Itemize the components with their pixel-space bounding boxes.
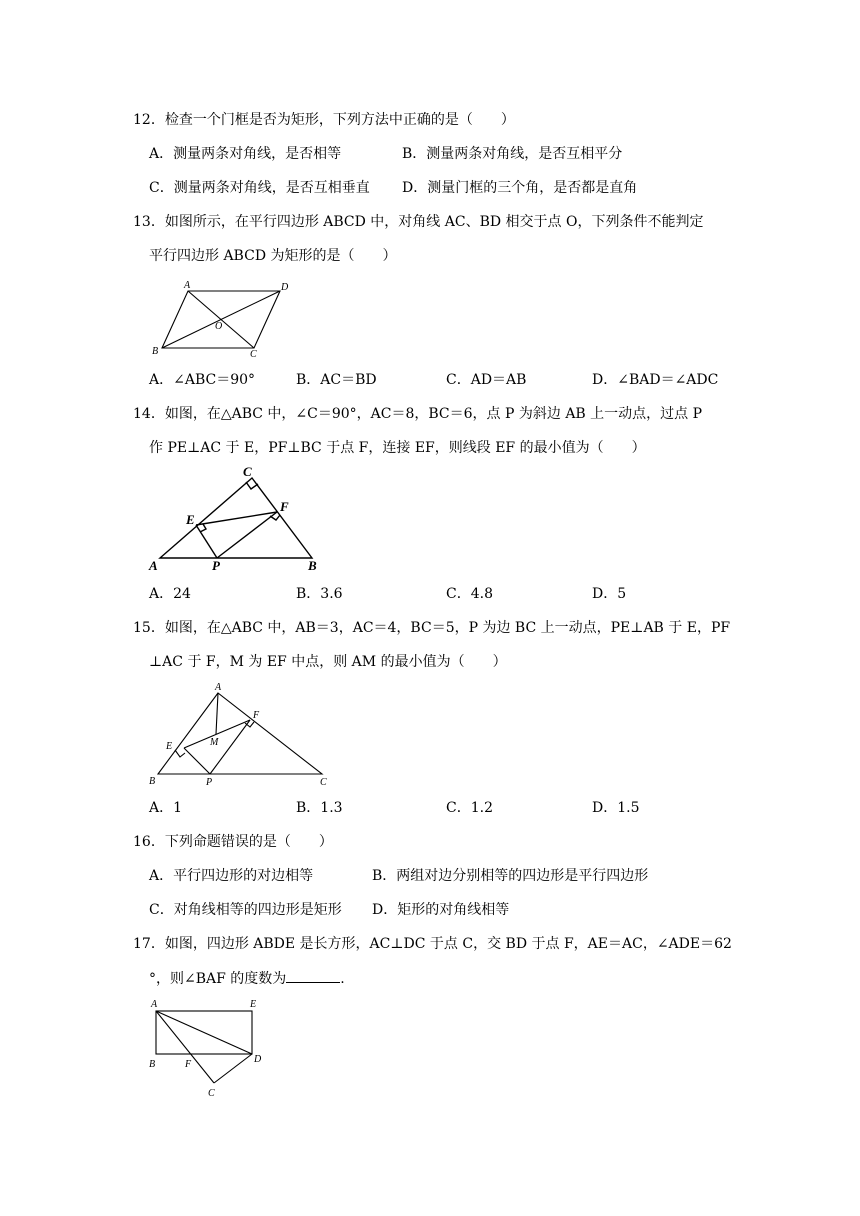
q15-option-c: C．1.2	[446, 800, 493, 816]
label-b: B	[152, 346, 159, 357]
q16-option-c: C．对角线相等的四边形是矩形	[149, 902, 342, 918]
q17-rectangle-figure	[140, 994, 280, 1104]
label-e: E	[186, 512, 195, 527]
q17-stem-line2	[149, 968, 345, 989]
q13-option-b: B．AC＝BD	[296, 372, 377, 388]
q14-option-d: D．5	[592, 586, 627, 602]
q14-triangle-figure	[140, 462, 330, 574]
q13-stem-line1: 13．如图所示，在平行四边形 ABCD 中，对角线 AC、BD 相交于点 O，下列条件不能判定	[133, 214, 704, 230]
q16-option-b: B．两组对边分别相等的四边形是平行四边形	[372, 868, 649, 884]
label-p: P	[206, 777, 213, 788]
label-a: A	[151, 999, 158, 1010]
label-o: O	[215, 321, 223, 332]
q17-stem-text: °，则∠BAF 的度数为	[149, 971, 287, 987]
q16-option-a: A．平行四边形的对边相等	[149, 868, 314, 884]
q15-option-a: A．1	[149, 800, 183, 816]
q13-stem-line2: 平行四边形 ABCD 为矩形的是（ ）	[149, 248, 397, 264]
q12-option-a: A．测量两条对角线，是否相等	[149, 146, 342, 162]
q13-option-d: D．∠BAD＝∠ADC	[592, 372, 719, 388]
label-c: C	[208, 1088, 215, 1099]
q14-stem-line1: 14．如图，在△ABC 中，∠C＝90°，AC＝8，BC＝6，点 P 为斜边 AB 上一动点，过点 P	[133, 406, 703, 422]
q14-option-a: A．24	[149, 586, 191, 602]
label-e: E	[250, 999, 257, 1010]
label-m: M	[210, 737, 219, 748]
label-d: D	[281, 282, 289, 293]
q15-option-d: D．1.5	[592, 800, 640, 816]
q15-option-b: B．1.3	[296, 800, 343, 816]
label-c: C	[250, 349, 257, 360]
label-a: A	[184, 280, 191, 291]
label-f: F	[280, 499, 289, 514]
label-c: C	[320, 777, 327, 788]
q12-option-d: D．测量门框的三个角，是否都是直角	[402, 180, 638, 196]
q13-option-a: A．∠ABC＝90°	[149, 372, 256, 388]
q15-triangle-figure	[140, 678, 340, 790]
q12-option-b: B．测量两条对角线，是否互相平分	[402, 146, 623, 162]
q13-parallelogram-figure	[140, 276, 300, 361]
label-b: B	[149, 1059, 156, 1070]
q14-stem-line2: 作 PE⊥AC 于 E，PF⊥BC 于点 F，连接 EF，则线段 EF 的最小值为（ ）	[149, 440, 646, 456]
q13-option-c: C．AD＝AB	[446, 372, 527, 388]
label-a: A	[149, 558, 158, 573]
q16-stem: 16．下列命题错误的是（ ）	[133, 834, 333, 850]
q17-stem-period: .	[340, 971, 345, 987]
label-a: A	[215, 682, 222, 693]
q16-option-d: D．矩形的对角线相等	[372, 902, 510, 918]
q14-option-c: C．4.8	[446, 586, 493, 602]
q15-stem-line1: 15．如图，在△ABC 中，AB＝3，AC＝4，BC＝5，P 为边 BC 上一动点，PE⊥AB 于 E，PF	[133, 620, 731, 636]
label-b: B	[308, 558, 317, 573]
label-e: E	[166, 741, 173, 752]
label-b: B	[149, 776, 156, 787]
label-f: F	[185, 1059, 192, 1070]
label-d: D	[254, 1054, 262, 1065]
q15-stem-line2: ⊥AC 于 F，M 为 EF 中点，则 AM 的最小值为（ ）	[149, 654, 507, 670]
q12-option-c: C．测量两条对角线，是否互相垂直	[149, 180, 370, 196]
q12-stem: 12．检查一个门框是否为矩形，下列方法中正确的是（ ）	[133, 112, 515, 128]
q14-option-b: B．3.6	[296, 586, 343, 602]
q17-stem-line1: 17．如图，四边形 ABDE 是长方形，AC⊥DC 于点 C，交 BD 于点 F，AE＝AC，∠ADE＝62	[133, 936, 732, 952]
label-c: C	[243, 464, 252, 479]
label-p: P	[212, 558, 220, 573]
label-f: F	[253, 710, 260, 721]
answer-blank[interactable]	[286, 968, 340, 983]
